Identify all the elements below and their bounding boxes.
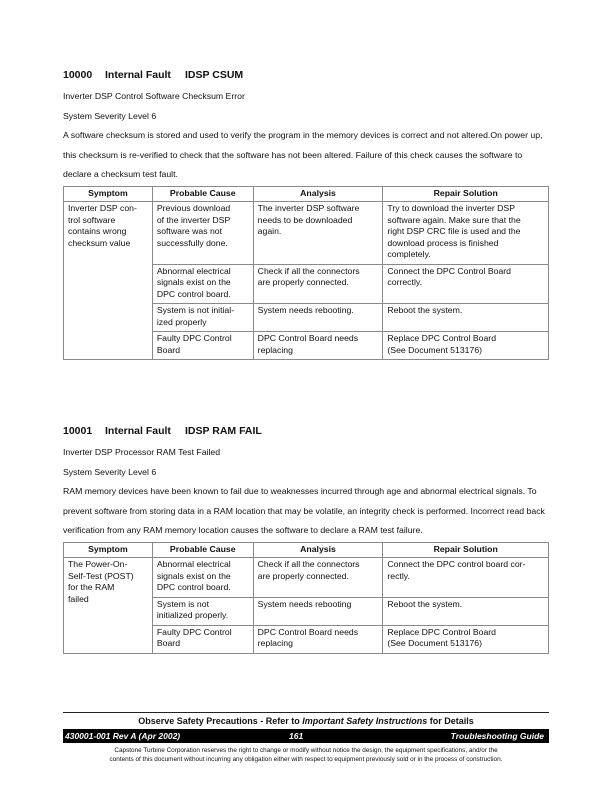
troubleshooting-table — [63, 542, 549, 654]
legal-disclaimer: Capstone Turbine Corporation reserves the right to change or modify without notice the design, the equipment specifications, and/or the contents of this document without incurring any obligation either with respect to equipment previously sold or in the process of construction. — [109, 747, 503, 763]
header-repair-solution: Repair Solution — [383, 542, 549, 558]
header-probable-cause: Probable Cause — [152, 186, 253, 202]
symptom-cell: The Power-On- Self-Test (POST) for the RAM failed — [64, 558, 153, 654]
analysis-cell: DPC Control Board needs replacing — [253, 332, 383, 360]
safety-instructions-reference: Important Safety Instructions — [302, 716, 428, 726]
analysis-cell: System needs rebooting. — [253, 304, 383, 332]
fault-name: IDSP CSUM — [185, 69, 244, 81]
fault-section-10001 — [63, 425, 549, 654]
solution-cell: Try to download the inverter DSP software again. Make sure that the right DSP CRC file is used and the download process is finished completely. — [383, 202, 549, 265]
cause-cell: Abnormal electrical signals exist on the DPC control board. — [152, 558, 253, 598]
analysis-cell: System needs rebooting — [253, 597, 383, 625]
fault-name: IDSP RAM FAIL — [185, 425, 262, 437]
solution-cell: Replace DPC Control Board (See Document 513176) — [383, 625, 549, 653]
cause-cell: System is not initial- ized properly — [152, 304, 253, 332]
header-symptom: Symptom — [64, 542, 153, 558]
guide-title: Troubleshooting Guide — [450, 731, 544, 741]
solution-cell: Connect the DPC control board cor- rectly. — [383, 558, 549, 598]
fault-section-10000 — [63, 69, 549, 360]
table-header-row — [64, 186, 549, 202]
fault-description: Inverter DSP Control Software Checksum Error — [63, 91, 245, 101]
cause-cell: Previous download of the inverter DSP software was not successfully done. — [152, 202, 253, 265]
fault-body: RAM memory devices have been known to fail due to weaknesses incurred through age and abnormal electrical signals. To prevent software from storing data in a RAM location that may be volatile, an integrity check is performed. Incorrect read back verification from any RAM memory location causes the software to declare a RAM test failure. — [63, 486, 545, 535]
cause-cell: Faulty DPC Control Board — [152, 625, 253, 653]
solution-cell: Replace DPC Control Board (See Document 513176) — [383, 332, 549, 360]
table-header-row — [64, 542, 549, 558]
page-number: 161 — [289, 731, 304, 741]
solution-cell: Reboot the system. — [383, 304, 549, 332]
footer-divider — [63, 712, 549, 713]
fault-description: Inverter DSP Processor RAM Test Failed — [63, 447, 221, 457]
analysis-cell: Check if all the connectors are properly connected. — [253, 558, 383, 598]
header-probable-cause: Probable Cause — [152, 542, 253, 558]
cause-cell: Faulty DPC Control Board — [152, 332, 253, 360]
table-row — [64, 558, 549, 598]
fault-heading — [63, 425, 549, 438]
troubleshooting-table — [63, 186, 549, 361]
fault-body: A software checksum is stored and used to verify the program in the memory devices is correct and not altered.On power up, this checksum is re-verified to check that the software has not been altered. Failure of this check causes the software to declare a checksum test fault. — [63, 130, 543, 179]
header-repair-solution: Repair Solution — [383, 186, 549, 202]
fault-severity: System Severity Level 6 — [63, 466, 157, 477]
fault-type: Internal Fault — [105, 425, 171, 437]
cause-cell: Abnormal electrical signals exist on the DPC control board. — [152, 264, 253, 304]
footer-bar — [63, 729, 549, 743]
cause-cell: System is not initialized properly. — [152, 597, 253, 625]
analysis-cell: Check if all the connectors are properly connected. — [253, 264, 383, 304]
header-symptom: Symptom — [64, 186, 153, 202]
table-row — [64, 202, 549, 265]
solution-cell: Connect the DPC Control Board correctly. — [383, 264, 549, 304]
fault-heading — [63, 69, 549, 82]
safety-notice — [63, 716, 549, 726]
analysis-cell: The inverter DSP software needs to be downloaded again. — [253, 202, 383, 265]
fault-type: Internal Fault — [105, 69, 171, 81]
header-analysis: Analysis — [253, 186, 383, 202]
fault-severity: System Severity Level 6 — [63, 110, 157, 121]
document-number: 430001-001 Rev A (Apr 2002) — [65, 731, 181, 741]
symptom-cell: Inverter DSP con- trol software contains wrong checksum value — [64, 202, 153, 360]
safety-notice-prefix: Observe Safety Precautions - Refer to — [138, 716, 303, 726]
fault-code: 10000 — [63, 69, 93, 81]
analysis-cell: DPC Control Board needs replacing — [253, 625, 383, 653]
solution-cell: Reboot the system. — [383, 597, 549, 625]
header-analysis: Analysis — [253, 542, 383, 558]
fault-code: 10001 — [63, 425, 93, 437]
safety-notice-suffix: for Details — [427, 716, 474, 726]
